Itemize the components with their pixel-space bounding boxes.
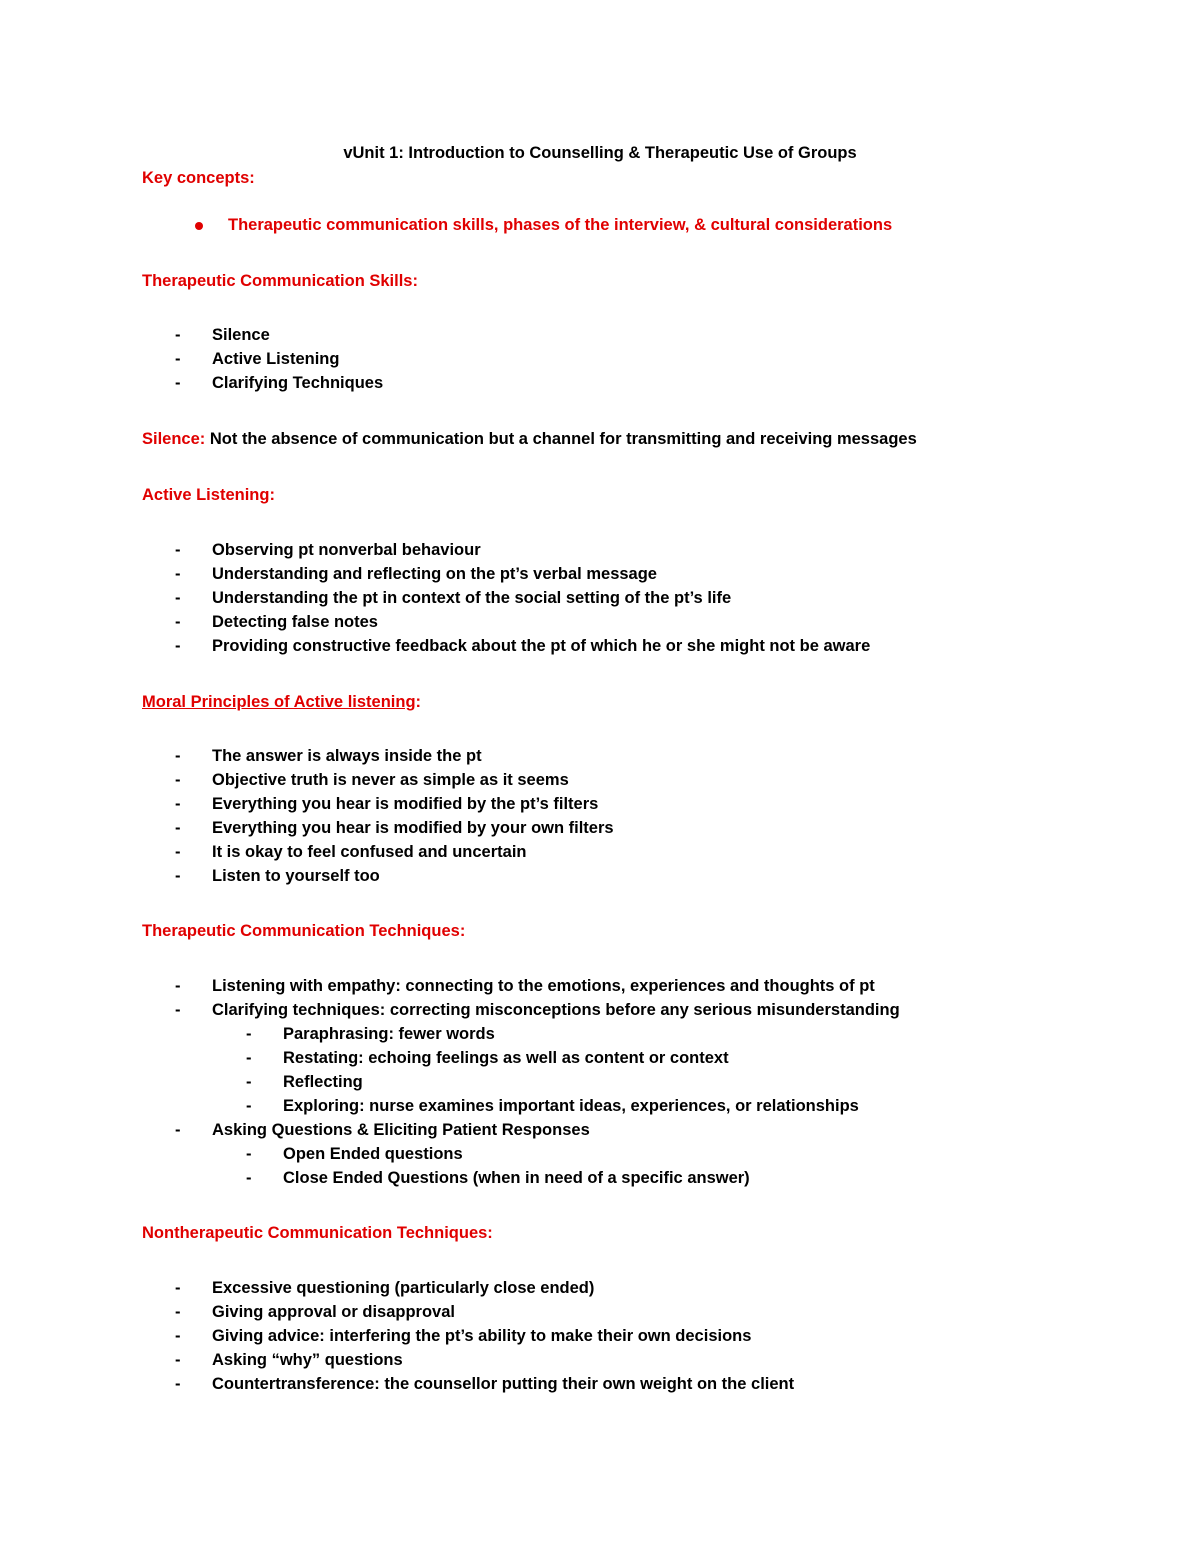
document-title: vUnit 1: Introduction to Counselling & Therapeutic Use of Groups	[343, 144, 857, 162]
dash-bullet: -	[175, 1279, 181, 1297]
skills-item: Active Listening	[212, 350, 340, 368]
technique-subitem: Exploring: nurse examines important ideas, experiences, or relationships	[283, 1097, 859, 1115]
silence-paragraph	[142, 427, 917, 451]
moral-principle-item: It is okay to feel confused and uncertain	[212, 843, 527, 861]
active-listening-item: Detecting false notes	[212, 613, 378, 631]
moral-principle-item: Everything you hear is modified by your own filters	[212, 819, 614, 837]
active-listening-item: Understanding the pt in context of the social setting of the pt’s life	[212, 589, 732, 607]
dash-bullet-sub: -	[246, 1097, 252, 1115]
dash-bullet: -	[175, 1375, 181, 1393]
technique-item: Clarifying techniques: correcting misconceptions before any serious misunderstanding	[212, 1001, 900, 1019]
moral-principle-item: Everything you hear is modified by the pt’s filters	[212, 795, 599, 813]
active-listening-heading: Active Listening:	[142, 486, 275, 504]
dash-bullet: -	[175, 747, 181, 765]
silence-text: Not the absence of communication but a channel for transmitting and receiving messages	[205, 430, 917, 448]
dash-bullet: -	[175, 795, 181, 813]
moral-principles-title: Moral Principles of Active listening	[142, 693, 416, 711]
key-concept-item: Therapeutic communication skills, phases of the interview, & cultural considerations	[228, 216, 893, 234]
dash-bullet: -	[175, 977, 181, 995]
technique-subitem: Restating: echoing feelings as well as content or context	[283, 1049, 729, 1067]
technique-subitem: Close Ended Questions (when in need of a specific answer)	[283, 1169, 750, 1187]
nontherapeutic-item: Excessive questioning (particularly close ended)	[212, 1279, 595, 1297]
dash-bullet: -	[175, 565, 181, 583]
dash-bullet: -	[175, 613, 181, 631]
dash-bullet: -	[175, 1327, 181, 1345]
dash-bullet: -	[175, 589, 181, 607]
nontherapeutic-item: Giving approval or disapproval	[212, 1303, 455, 1321]
dash-bullet: -	[175, 350, 181, 368]
dash-bullet: -	[175, 1001, 181, 1019]
dash-bullet: -	[175, 374, 181, 392]
dash-bullet: -	[175, 771, 181, 789]
nontherapeutic-heading: Nontherapeutic Communication Techniques:	[142, 1224, 493, 1242]
technique-item: Asking Questions & Eliciting Patient Responses	[212, 1121, 590, 1139]
dash-bullet-sub: -	[246, 1073, 252, 1091]
moral-principle-item: Listen to yourself too	[212, 867, 380, 885]
skills-item: Silence	[212, 326, 270, 344]
dash-bullet: -	[175, 1351, 181, 1369]
moral-principle-item: The answer is always inside the pt	[212, 747, 482, 765]
active-listening-item: Understanding and reflecting on the pt’s verbal message	[212, 565, 657, 583]
technique-item: Listening with empathy: connecting to the emotions, experiences and thoughts of pt	[212, 977, 875, 995]
dash-bullet: -	[175, 541, 181, 559]
silence-label: Silence:	[142, 430, 206, 448]
technique-subitem: Open Ended questions	[283, 1145, 463, 1163]
dash-bullet-sub: -	[246, 1049, 252, 1067]
nontherapeutic-item: Countertransference: the counsellor putting their own weight on the client	[212, 1375, 795, 1393]
moral-principles-colon: :	[415, 693, 422, 711]
dash-bullet-sub: -	[246, 1145, 252, 1163]
dash-bullet: -	[175, 326, 181, 344]
dash-bullet-sub: -	[246, 1025, 252, 1043]
active-listening-item: Observing pt nonverbal behaviour	[212, 541, 481, 559]
skills-heading: Therapeutic Communication Skills:	[142, 272, 418, 290]
dash-bullet: -	[175, 819, 181, 837]
active-listening-item: Providing constructive feedback about the pt of which he or she might not be aware	[212, 637, 871, 655]
skills-item: Clarifying Techniques	[212, 374, 384, 392]
dash-bullet: -	[175, 1121, 181, 1139]
nontherapeutic-item: Giving advice: interfering the pt’s ability to make their own decisions	[212, 1327, 752, 1345]
moral-principle-item: Objective truth is never as simple as it seems	[212, 771, 569, 789]
techniques-heading: Therapeutic Communication Techniques:	[142, 922, 466, 940]
dash-bullet: -	[175, 867, 181, 885]
technique-subitem: Paraphrasing: fewer words	[283, 1025, 495, 1043]
technique-subitem: Reflecting	[283, 1073, 363, 1091]
bullet-dot-icon	[195, 222, 203, 230]
dash-bullet: -	[175, 1303, 181, 1321]
dash-bullet-sub: -	[246, 1169, 252, 1187]
nontherapeutic-item: Asking “why” questions	[212, 1351, 403, 1369]
key-concepts-heading: Key concepts:	[142, 169, 255, 187]
dash-bullet: -	[175, 637, 181, 655]
dash-bullet: -	[175, 843, 181, 861]
moral-principles-heading	[142, 690, 421, 714]
